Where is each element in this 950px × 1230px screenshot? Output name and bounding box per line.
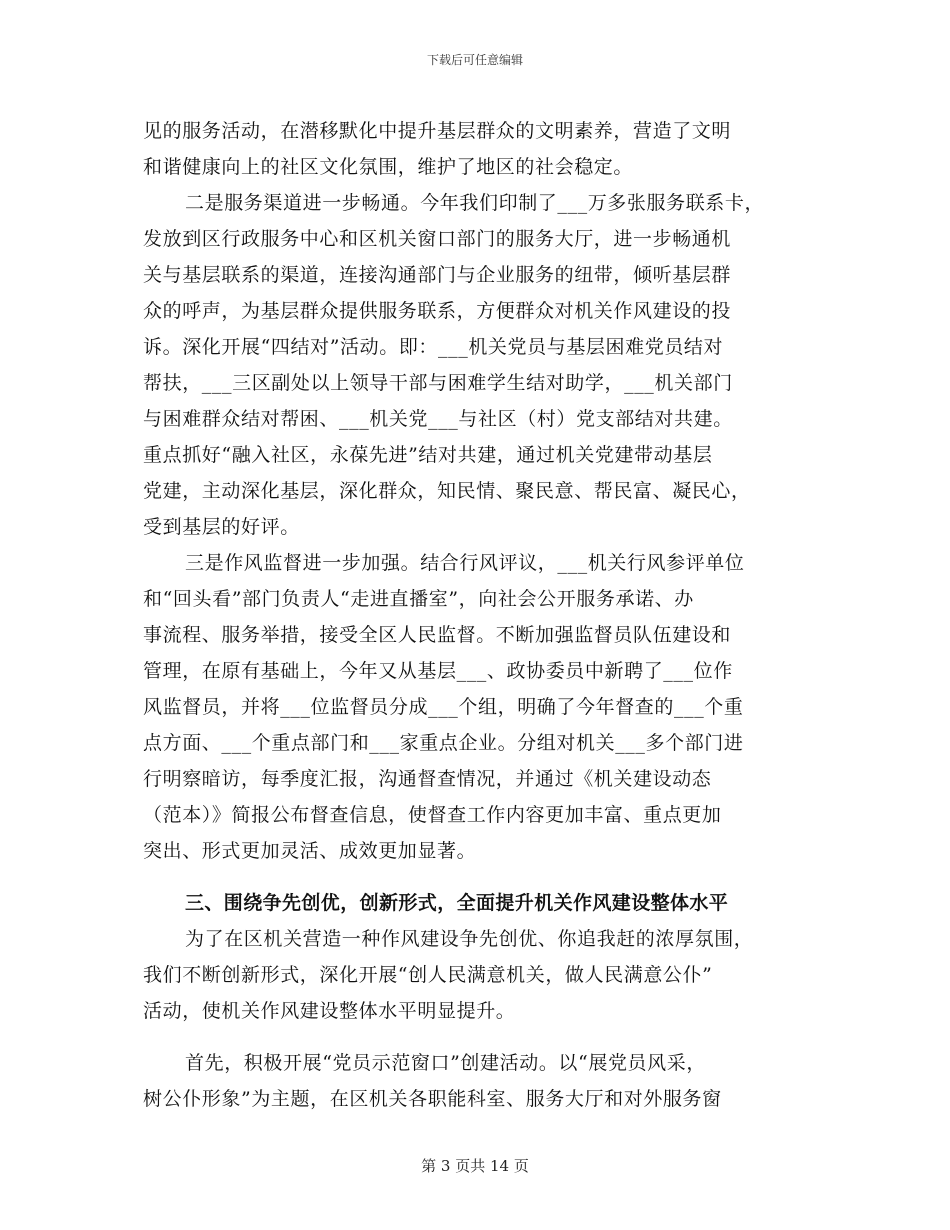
text-line: 党建，主动深化基层，深化群众，知民情、聚民意、帮民富、凝民心， — [143, 480, 751, 502]
text-line: 见的服务活动，在潜移默化中提升基层群众的文明素养，营造了文明 — [143, 120, 732, 142]
text-line: 和谐健康向上的社区文化氛围，维护了地区的社会稳定。 — [143, 156, 634, 178]
text-line: 管理，在原有基础上，今年又从基层___、政协委员中新聘了___位作 — [143, 660, 733, 682]
text-line: 事流程、服务举措，接受全区人民监督。不断加强监督员队伍建设和 — [143, 624, 732, 646]
text-line: 风监督员，并将___位监督员分成___个组，明确了今年督查的___个重 — [143, 696, 744, 718]
text-line: 重点抓好“融入社区，永葆先进”结对共建，通过机关党建带动基层 — [143, 444, 713, 466]
text-line: 诉。深化开展“四结对”活动。即：___机关党员与基层困难党员结对 — [143, 336, 724, 358]
text-line: 我们不断创新形式，深化开展“创人民满意机关，做人民满意公仆” — [143, 964, 713, 986]
text-line: 行明察暗访，每季度汇报，沟通督查情况，并通过《机关建设动态 — [143, 768, 712, 790]
page-footer: 第 3 页共 14 页 — [421, 1157, 529, 1175]
text-line: 众的呼声，为基层群众提供服务联系，方便群众对机关作风建设的投 — [143, 300, 732, 322]
text-line: 突出、形式更加灵活、成效更加显著。 — [143, 840, 477, 862]
text-line: 受到基层的好评。 — [143, 516, 300, 538]
text-line: 点方面、___个重点部门和___家重点企业。分组对机关___多个部门进 — [143, 732, 744, 754]
text-line: 活动，使机关作风建设整体水平明显提升。 — [143, 1000, 516, 1022]
text-line: 和“回头看”部门负责人“走进直播室”，向社会公开服务承诺、办 — [143, 588, 694, 610]
section-heading: 三、围绕争先创优，创新形式，全面提升机关作风建设整体水平 — [185, 892, 729, 914]
text-line: 三是作风监督进一步加强。结合行风评议，___机关行风参评单位 — [185, 552, 745, 574]
text-line: 二是服务渠道进一步畅通。今年我们印制了___万多张服务联系卡， — [185, 192, 765, 214]
text-line: 帮扶，___三区副处以上领导干部与困难学生结对助学，___机关部门 — [143, 372, 733, 394]
text-line: 与困难群众结对帮困、___机关党___与社区（村）党支部结对共建。 — [143, 408, 733, 430]
text-line: 发放到区行政服务中心和区机关窗口部门的服务大厅，进一步畅通机 — [143, 228, 732, 250]
text-line: 关与基层联系的渠道，连接沟通部门与企业服务的纽带，倾听基层群 — [143, 264, 732, 286]
text-line: （范本）》简报公布督查信息，使督查工作内容更加丰富、重点更加 — [143, 804, 722, 826]
page-header: 下载后可任意编辑 — [426, 53, 523, 67]
text-line: 首先，积极开展“党员示范窗口”创建活动。以“展党员风采， — [185, 1052, 706, 1074]
text-line: 为了在区机关营造一种作风建设争先创优、你追我赶的浓厚氛围， — [185, 928, 754, 950]
text-line: 树公仆形象”为主题，在区机关各职能科室、服务大厅和对外服务窗 — [143, 1088, 722, 1110]
